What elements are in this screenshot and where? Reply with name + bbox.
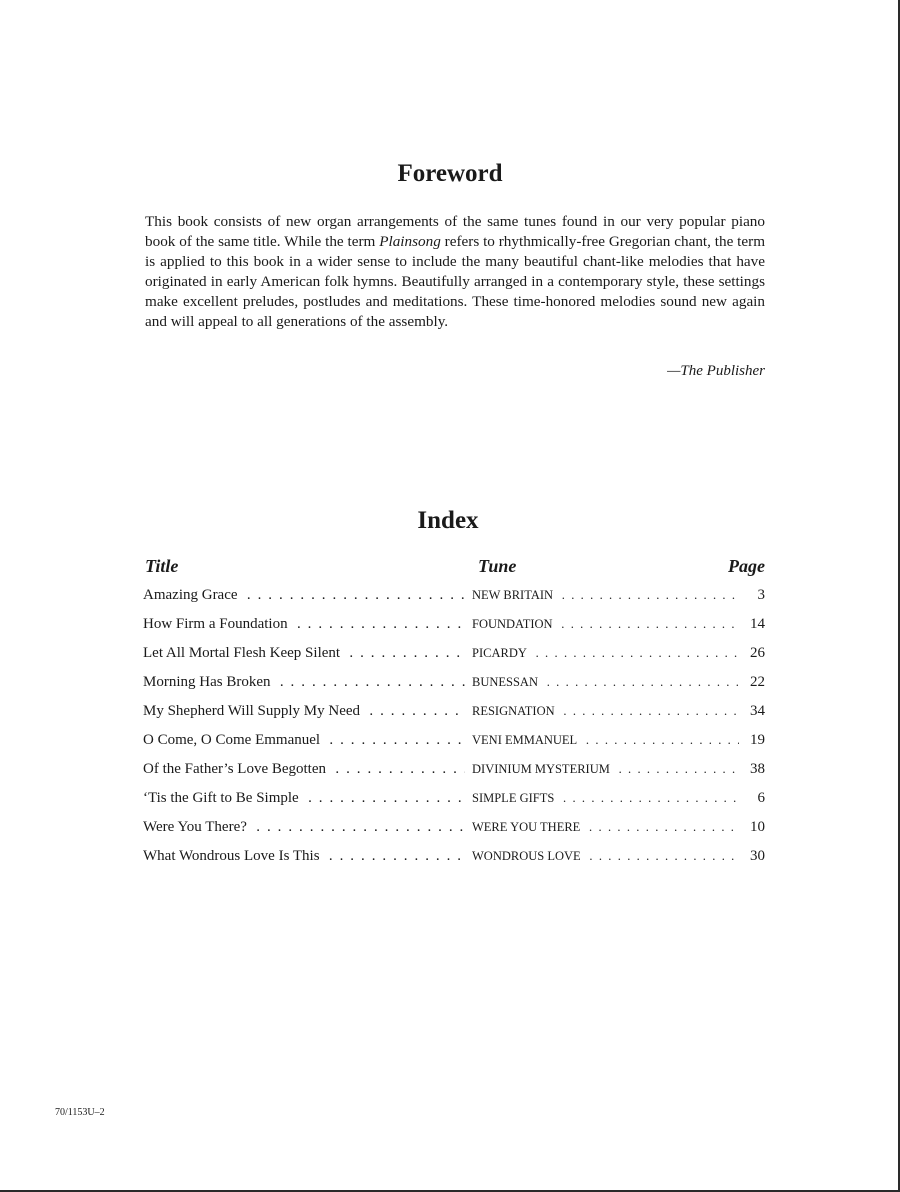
index-entry-title: Let All Mortal Flesh Keep Silent . . . — [143, 645, 465, 662]
index-entry-tune: FOUNDATION . . . — [472, 617, 742, 632]
index-row — [143, 703, 765, 732]
index-entry-title: Of the Father’s Love Begotten . . . — [143, 761, 465, 778]
catalog-number: 70/1153U–2 — [55, 1107, 105, 1118]
index-list — [143, 587, 765, 877]
index-entry-title: My Shepherd Will Supply My Need . . . — [143, 703, 465, 720]
index-entry-tune: PICARDY . . . — [472, 646, 742, 661]
index-header-page: Page — [728, 556, 765, 576]
index-header-tune: Tune — [478, 556, 517, 576]
index-entry-page: 38 — [739, 761, 765, 778]
index-row — [143, 819, 765, 848]
index-row — [143, 674, 765, 703]
index-entry-title: Were You There? . . . — [143, 819, 465, 836]
foreword-text-end: refers to rhythmically-free Gregorian chant, the term is applied to this book in a wider sense to include the many beautiful chant-like melodies that have originated in early American folk hymns. Beautifully arranged in a contemporary style, these settings make excellent preludes, postludes and meditations. These time-honored melodies sound new again and will appeal to all generations of the assembly. — [145, 233, 766, 330]
index-row — [143, 616, 765, 645]
index-entry-page: 22 — [739, 674, 765, 691]
index-entry-page: 26 — [739, 645, 765, 662]
index-entry-tune: BUNESSAN . . . — [472, 675, 742, 690]
index-entry-title: O Come, O Come Emmanuel . . . — [143, 732, 465, 749]
index-entry-page: 6 — [739, 790, 765, 807]
index-entry-page: 10 — [739, 819, 765, 836]
index-entry-tune: VENI EMMANUEL . . . — [472, 733, 742, 748]
index-heading: Index — [417, 507, 479, 534]
index-header-title: Title — [145, 556, 179, 576]
foreword-emphasis-term: Plainsong — [379, 233, 441, 250]
index-entry-tune: WONDROUS LOVE . . . — [472, 849, 742, 864]
foreword-paragraph — [145, 212, 765, 332]
index-entry-tune: DIVINIUM MYSTERIUM . . . — [472, 762, 742, 777]
foreword-heading: Foreword — [397, 160, 503, 187]
index-entry-page: 30 — [739, 848, 765, 865]
index-entry-tune: RESIGNATION . . . — [472, 704, 742, 719]
index-entry-title: What Wondrous Love Is This . . . — [143, 848, 465, 865]
index-entry-tune: SIMPLE GIFTS . . . — [472, 791, 742, 806]
foreword-signature: —The Publisher — [667, 363, 765, 379]
index-entry-title: How Firm a Foundation . . . — [143, 616, 465, 633]
index-row — [143, 732, 765, 761]
index-entry-page: 19 — [739, 732, 765, 749]
index-row — [143, 790, 765, 819]
index-entry-tune: NEW BRITAIN . . . — [472, 588, 742, 603]
index-row — [143, 761, 765, 790]
foreword-text-start: This book consists of new organ arrangements of the same tunes found in our very popular piano book of the same title. While the term — [145, 213, 765, 250]
index-entry-page: 34 — [739, 703, 765, 720]
index-entry-title: Amazing Grace . . . — [143, 587, 465, 604]
index-entry-title: Morning Has Broken . . . — [143, 674, 465, 691]
index-row — [143, 587, 765, 616]
index-column-headers — [145, 556, 765, 580]
index-row — [143, 645, 765, 674]
index-entry-page: 3 — [739, 587, 765, 604]
index-entry-tune: WERE YOU THERE . . . — [472, 820, 742, 835]
index-entry-page: 14 — [739, 616, 765, 633]
index-row — [143, 848, 765, 877]
index-entry-title: ‘Tis the Gift to Be Simple . . . — [143, 790, 465, 807]
